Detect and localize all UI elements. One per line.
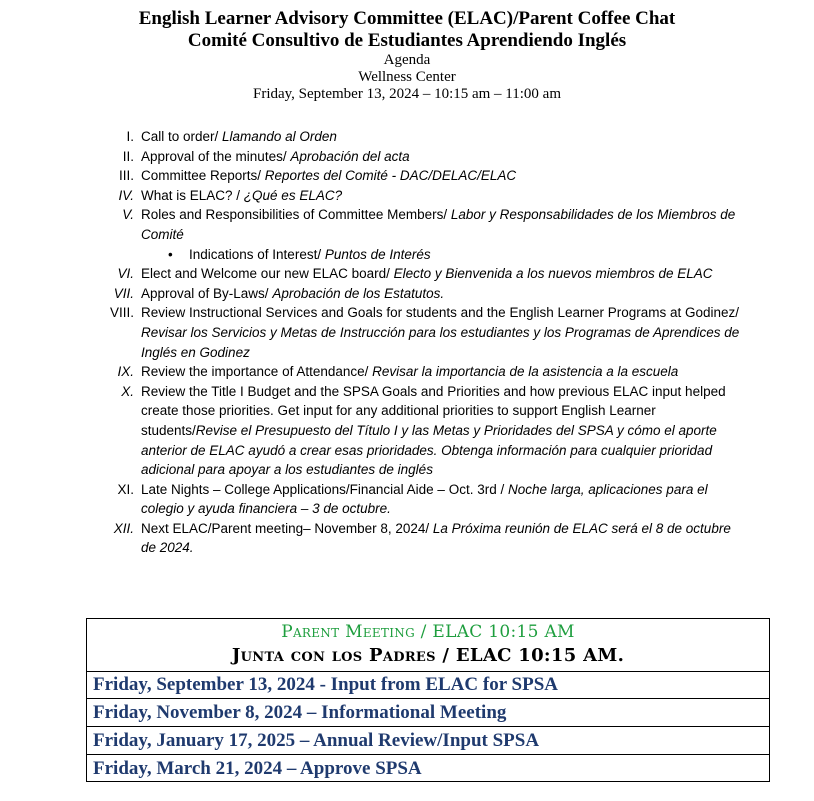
item-text-en: Late Nights – College Applications/Financial Aide – Oct. 3rd / (141, 481, 508, 497)
agenda-item (100, 147, 740, 167)
item-number: II. (122, 148, 134, 164)
agenda-item (100, 166, 740, 186)
meeting-location: Wellness Center (358, 69, 456, 85)
item-number: IX. (117, 364, 134, 380)
item-number: I. (126, 129, 134, 144)
agenda-item (100, 186, 740, 206)
sub-bullet-text-es: Puntos de Interés (324, 246, 431, 262)
item-text-es: Labor y Responsabilidades de los Miembros de Comité (141, 207, 736, 242)
item-text-es: Reportes del Comité - DAC/DELAC/ELAC (264, 168, 517, 184)
agenda-item (100, 303, 740, 362)
item-text-en: Approval of the minutes/ (141, 148, 291, 164)
bullet-dot-icon: • (168, 246, 173, 262)
agenda-item (100, 382, 740, 480)
item-text-es: Revise el Presupuesto del Título I y las Metas y Prioridades del SPSA y cómo el aporte anterior de ELAC ayudó a crear esas prioridades. Obtenga información para cualquier prioridad adicional para apoyar a los estudiantes de inglés (141, 422, 717, 478)
agenda-list (100, 127, 740, 558)
item-text-es: Aprobación del acta (290, 148, 410, 164)
agenda-header (0, 8, 814, 103)
agenda-item (100, 264, 740, 284)
item-text-es: Revisar los Servicios y Metas de Instrucción para los estudiantes y los Programas de Aprendices de Inglés en Godinez (141, 324, 740, 360)
meeting-datetime: Friday, September 13, 2024 – 10:15 am – 11:00 am (252, 86, 561, 102)
agenda-item (100, 205, 740, 244)
item-number: VII. (113, 285, 134, 301)
item-text-es: ¿Qué es ELAC? (243, 187, 343, 203)
item-text-en: Review the Title I Budget and the SPSA Goals and Priorities and how previous ELAC input helped create those priorities. Get input for any additional priorities to support English Learner students/ (141, 383, 726, 438)
item-text-es: Llamando al Orden (222, 129, 337, 144)
item-text-en: Committee Reports/ (141, 168, 265, 184)
item-text-en: Review the importance of Attendance/ (141, 364, 373, 380)
item-number: III. (118, 168, 134, 184)
agenda-item (100, 284, 740, 304)
schedule-heading-english: Parent Meeting / ELAC 10:15 AM (281, 622, 575, 642)
item-number: XI. (117, 481, 134, 497)
item-text-es: Noche larga, aplicaciones para el colegio y ayuda financiera – 3 de octubre. (141, 481, 708, 517)
item-text-en: Roles and Responsibilities of Committee Members/ (141, 207, 451, 223)
item-number: IV. (118, 187, 134, 203)
schedule-row: Friday, September 13, 2024 - Input from ELAC for SPSA (87, 671, 769, 699)
schedule-row: Friday, November 8, 2024 – Informational Meeting (87, 699, 769, 727)
title-spanish: Comité Consultivo de Estudiantes Aprendiendo Inglés (187, 30, 627, 51)
item-text-en: Call to order/ (141, 129, 223, 144)
item-text-es: La Próxima reunión de ELAC será el 8 de octubre de 2024. (141, 520, 731, 556)
item-text-es: Electo y Bienvenida a los nuevos miembros de ELAC (393, 266, 713, 282)
schedule-row: Friday, January 17, 2025 – Annual Review/Input SPSA (87, 727, 769, 755)
agenda-item (100, 480, 740, 519)
schedule-heading (87, 619, 769, 672)
schedule-row: Friday, March 21, 2024 – Approve SPSA (93, 758, 422, 779)
item-text-en: Approval of By-Laws/ (141, 285, 273, 301)
agenda-label: Agenda (383, 52, 431, 68)
title-english: English Learner Advisory Committee (ELAC)/Parent Coffee Chat (138, 8, 676, 29)
item-text-es: Revisar la importancia de la asistencia a la escuela (372, 364, 679, 380)
item-text-en: Review Instructional Services and Goals for students and the English Learner Programs at Godinez/ (141, 305, 740, 321)
meeting-schedule-table (86, 618, 770, 782)
agenda-sub-bullet (100, 245, 740, 265)
item-number: V. (122, 207, 134, 223)
item-text-en: What is ELAC? / (141, 187, 244, 203)
agenda-item (100, 519, 740, 558)
agenda-item (100, 362, 740, 382)
sub-bullet-text-en: Indications of Interest/ (189, 246, 325, 262)
item-text-es: Aprobación de los Estatutos. (272, 285, 445, 301)
item-number: VIII. (109, 305, 134, 321)
item-number: X. (121, 383, 134, 399)
item-number: VI. (117, 266, 134, 282)
agenda-item (100, 127, 740, 147)
schedule-heading-spanish: Junta con los Padres / ELAC 10:15 AM. (231, 645, 625, 666)
item-number: XII. (113, 520, 134, 536)
item-text-en: Next ELAC/Parent meeting– November 8, 2024/ (141, 520, 433, 536)
item-text-en: Elect and Welcome our new ELAC board/ (141, 266, 394, 282)
